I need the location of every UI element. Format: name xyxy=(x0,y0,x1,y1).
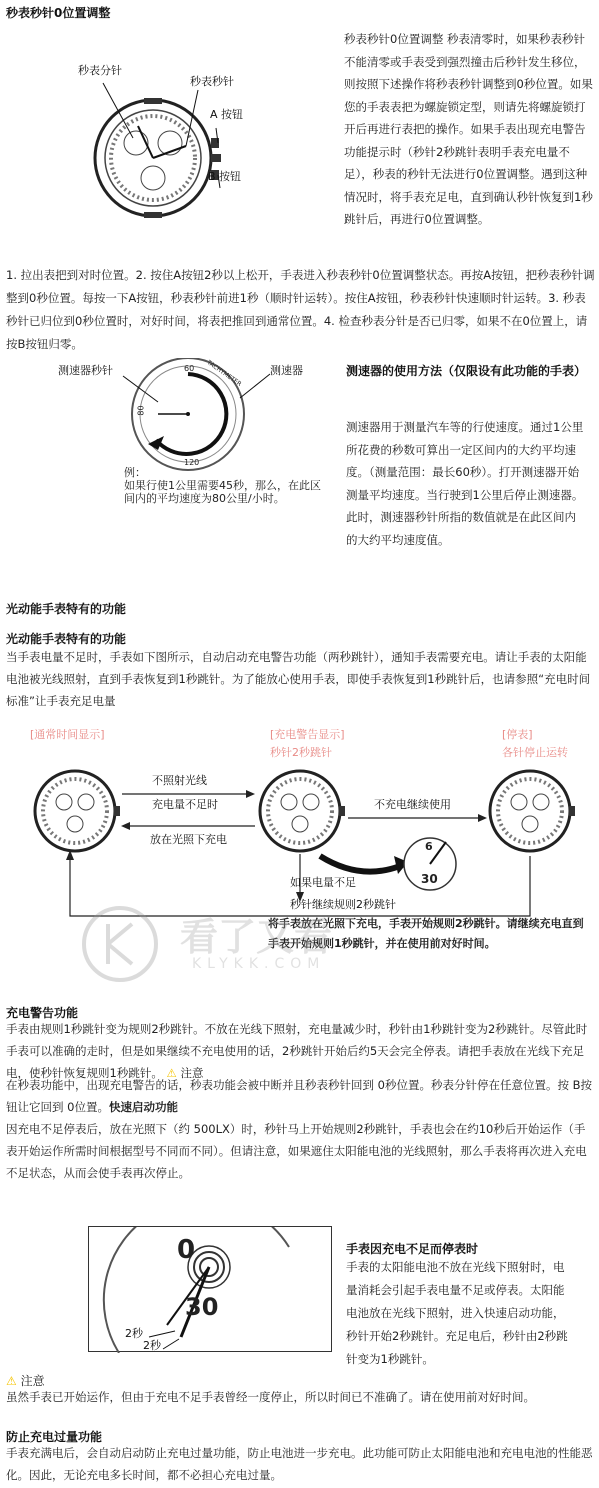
dial-brand: TACHYMETER xyxy=(205,359,243,388)
section5-body: 手表的太阳能电池不放在光线下照射时，电量消耗会引起手表电量不足或停表。太阳能电池放在光线下照射，进入快速启动功能，秒针开始2秒跳针。充足电后，秒针由2秒跳针变为1秒跳针。 xyxy=(346,1260,568,1366)
watermark-title: 看了又看 xyxy=(180,915,333,959)
state-normal-label: [通常时间显示] xyxy=(30,728,105,741)
arrow1-top-label: 不照射光线 xyxy=(152,774,207,787)
arrow1-bottom-label: 充电量不足时 xyxy=(152,798,218,811)
section4-body1: 手表由规则1秒跳针变为规则2秒跳针。不放在光线下照射，充电量减少时，秒针由1秒跳针变为2秒跳针。尽管此时手表可以准确的走时，但是如果继续不充电使用的话，2秒跳针开始后约5天会完全停表。请把手表放在光线下充足电，使秒针恢复规则1秒跳针。 ⚠ 注意 xyxy=(6,1022,588,1080)
section4-title: 充电警告功能 xyxy=(6,1006,79,1020)
section1-right-text: 秒表秒针0位置调整 秒表清零时，如果秒表秒针不能清零或手表受到强烈撞击后秒针发生移位，则按照下述操作将秒表秒针调整到0秒位置。如果您的手表表把为螺旋锁定型，则请先将螺旋锁打开后再进行表把的操作。如果手表出现充电警告功能提示时（秒针2秒跳针表明手表充电量不足），秒表的秒针无法进行0位置调整。遇到这种情况时，将手表充足电，直到确认秒针恢复到1秒跳针后，再进行0位置调整。 xyxy=(344,32,593,226)
label-stopwatch-second: 秒表秒针 xyxy=(190,75,234,88)
tachymeter-example: 例： 如果行使1公里需要45秒，那么，在此区间内的平均速度为80公里/小时。 xyxy=(124,466,321,505)
label-tachymeter: 测速器 xyxy=(270,364,303,377)
state-warning-label: [充电警告显示] xyxy=(270,728,345,741)
section6-title: 防止充电过量功能 xyxy=(6,1430,103,1444)
state-warning-sub: 秒针2秒跳针 xyxy=(270,746,332,759)
section3-title1: 光动能手表特有的功能 xyxy=(6,602,127,616)
quick-start-title: 快速启动功能 xyxy=(108,1100,178,1114)
caution-text: 虽然手表已开始运作，但由于充电不足手表曾经一度停止，所以时间已不准确了。请在使用前对好时间。 xyxy=(6,1390,535,1404)
dial-60: 60 xyxy=(184,364,195,373)
watermark-url: KLYKK.COM xyxy=(192,956,326,972)
section4-body2: 在秒表功能中，出现充电警告的话，秒表功能会被中断并且秒表秒针回到 0秒位置。秒表分针停在任意位置。按 B按钮让它回到 0位置。快速启动功能 xyxy=(6,1078,593,1114)
watch-icon xyxy=(8,28,338,248)
tachymeter-figure xyxy=(8,358,338,510)
watch-normal-icon xyxy=(35,771,120,851)
label-b-button: B 按钮 xyxy=(208,170,242,183)
section2-title: 测速器的使用方法（仅限设有此功能的手表） xyxy=(346,364,587,378)
section5-title: 手表因充电不足而停表时 xyxy=(346,1242,479,1256)
stop-dial-0: 0 xyxy=(177,1235,196,1265)
stop-label-2s-2: 2秒 xyxy=(143,1339,161,1352)
label-tachymeter-second: 测速器秒针 xyxy=(58,364,113,377)
state-stop-label: [停表] xyxy=(502,728,533,741)
section2-body: 测速器用于测量汽车等的行使速度。通过1公里所花费的秒数可算出一定区间内的大约平均速度。（测量范围：最长60秒）。打开测速器开始测量平均速度。当行驶到1公里后停止测速器。此时，测速器秒针所指的数值就是在此区间内的大约平均速度值。 xyxy=(346,420,584,547)
mini-dial-6: 6 xyxy=(425,840,433,853)
state-stop-sub: 各针停止运转 xyxy=(502,746,568,759)
watermark xyxy=(80,904,380,994)
arrow-low-label-2: 秒针继续规则2秒跳针 xyxy=(290,898,396,911)
caution-inline: 注意 xyxy=(180,1066,204,1080)
watch-figure-1 xyxy=(8,28,338,248)
diagram-note: 将手表放在光照下充电，手表开始规则2秒跳针。请继续充电直到手表开始规则1秒跳针，并在使用前对好时间。 xyxy=(268,917,584,950)
stop-figure xyxy=(88,1226,332,1352)
mini-dial-30: 30 xyxy=(421,872,438,886)
warning-icon: ⚠ xyxy=(6,1374,17,1388)
label-stopwatch-minute: 秒表分针 xyxy=(78,64,122,77)
section6-body: 手表充满电后，会自动启动防止充电过量功能，防止电池进一步充电。此功能可防止太阳能电池和充电电池的性能恶化。因此，无论充电多长时间，都不必担心充电过量。 xyxy=(6,1446,593,1482)
arrow-low-label-1: 如果电量不足 xyxy=(290,876,356,889)
section1-steps: 1. 拉出表把到对时位置。2. 按住A按钮2秒以上松开，手表进入秒表秒针0位置调整状态。再按A按钮，把秒表秒针调整到0秒位置。每按一下A按钮，秒表秒针前进1秒（顺时针运转）。按住A按钮，秒表秒针快速顺时针运转。3. 秒表秒针已归位到0秒位置时，对好时间，将表把推回到通常位置。4. 检查秒表分针是否已归零，如果不在0位置上，请按B按钮归零。 xyxy=(6,268,595,351)
section1-title: 秒表秒针0位置调整 xyxy=(6,6,111,20)
label-a-button: A 按钮 xyxy=(210,108,244,121)
stop-label-2s-1: 2秒 xyxy=(125,1327,143,1340)
watermark-logo-icon xyxy=(80,904,160,984)
dial-120: 120 xyxy=(184,458,200,467)
arrow2-label: 不充电继续使用 xyxy=(374,798,451,811)
caution-heading: ⚠ 注意 xyxy=(6,1374,45,1388)
section4-body3: 因充电不足停表后，放在光照下（约 500LX）时，秒针马上开始规则2秒跳针，手表也会在约10秒后开始运作（手表开始运作所需时间根据型号不同而不同）。但请注意，如果遮住太阳能电池的光线照射，那么手表将再次进入充电不足状态，从而会使手表再次停止。 xyxy=(6,1122,587,1180)
section3-title2: 光动能手表特有的功能 xyxy=(6,632,127,646)
dial-80: 80 xyxy=(136,405,146,416)
warning-icon: ⚠ xyxy=(166,1066,177,1080)
section3-body: 当手表电量不足时，手表如下图所示，自动启动充电警告功能（两秒跳针），通知手表需要充电。请让手表的太阳能电池被光线照射，直到手表恢复到1秒跳针。为了能放心使用手表，即使手表恢复到1秒跳针后，也请参照“充电时间标准”让手表充足电量 xyxy=(6,650,591,708)
stop-dial-30: 30 xyxy=(185,1293,219,1321)
arrow-back-label: 放在光照下充电 xyxy=(150,833,227,846)
